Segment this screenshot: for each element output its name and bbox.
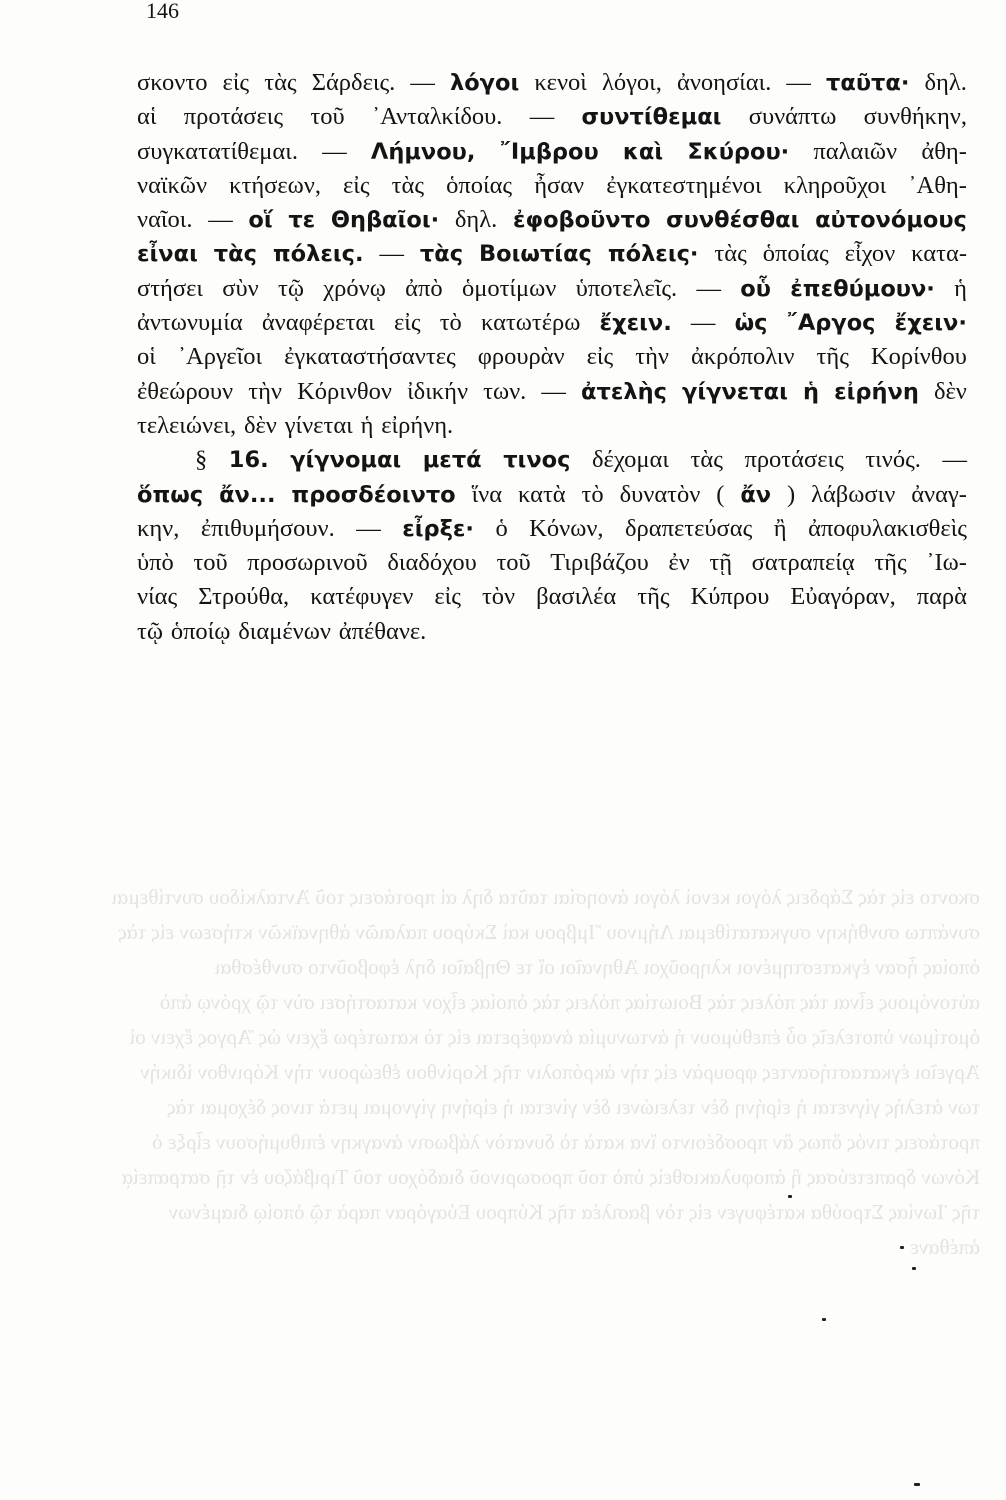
word: προσωρινοῦ [247,549,368,577]
word: χρόνῳ [323,274,386,302]
word: — [690,309,716,337]
bold-term: ἀτελὴς [581,378,667,405]
word: — [696,274,721,302]
word: ἢ [773,514,787,542]
word: ἀντωνυμία [137,309,243,337]
word: οἱ [137,343,156,371]
word: τῆς [637,583,670,611]
speck [912,1267,916,1270]
word: τὰς [714,240,747,268]
word: κτήσεων, [229,171,321,199]
word: εἰς [393,309,421,337]
text-line [137,615,967,649]
bold-term: προσδέοιντο [291,481,456,508]
text-line [137,512,967,546]
bold-term: τὰς [213,241,257,268]
word: ἦσαν [534,171,585,199]
word: ὁμοτίμων [461,274,557,302]
word: εἰς [222,69,250,96]
bold-term: αὐτονόμους [815,207,967,234]
text-line [137,546,967,580]
word: τὴν [248,377,282,405]
word: τὸν [481,583,516,611]
word: λόγοι, [601,69,662,96]
word: ἀκρόπολιν [690,343,795,371]
word: — [410,69,435,96]
word: ἵνα [471,480,503,508]
speck [822,1318,826,1321]
word: κατωτέρω [480,309,581,337]
word: τὸ [581,480,604,508]
bold-term: ταῦτα· [826,70,910,96]
word: Σάρδεις. [311,69,396,96]
word: βασιλέα [536,583,617,611]
bleed-through-shadow: σκοντο εἰς τὰς Σάρδεις λόγοι κενοὶ λόγοι ἀνοησίαι ταῦτα δηλ αἱ προτάσεις τοῦ Ἀνταλκίδου συντίθεμαι συνάπτω συνθήκην συγκατατίθεμαι Λήμνου Ἴμβρου καὶ Σκύρου παλαιῶν ἀθηναϊκῶν κτήσεων εἰς τὰς ὁποίας ἦσαν ἐγκατεστημένοι κληροῦχοι Ἀθηναῖοι οἵ τε Θηβαῖοι δηλ ἐφοβοῦντο συνθέσθαι αὐτονόμους εἶναι τὰς πόλεις τὰς Βοιωτίας πόλεις τὰς ὁποίας εἶχον καταστήσει σὺν τῷ χρόνῳ ἀπὸ ὁμοτίμων ὑποτελεῖς οὗ ἐπεθύμουν ἡ ἀντωνυμία ἀναφέρεται εἰς τὸ κατωτέρω ἔχειν ὡς Ἄργος ἔχειν οἱ Ἀργεῖοι ἐγκαταστήσαντες φρουρὰν εἰς τὴν ἀκρόπολιν τῆς Κορίνθου ἐθεώρουν τὴν Κόρινθον ἰδικήν των ἀτελὴς γίγνεται ἡ εἰρήνη δὲν τελειώνει δὲν γίνεται ἡ εἰρήνη γίγνομαι μετά τινος δέχομαι τὰς προτάσεις τινός ὅπως ἂν προσδέοιντο ἵνα κατὰ τὸ δυνατὸν λάβωσιν ἀναγκην ἐπιθυμήσουν εἶρξε ὁ Κόνων δραπετεύσας ἢ ἀποφυλακισθεὶς ὑπὸ τοῦ προσωρινοῦ διαδόχου τοῦ Τιριβάζου ἐν τῇ σατραπείᾳ τῆς Ἰωνίας Στρούθα κατέφυγεν εἰς τὸν βασιλέα τῆς Κύπρου Εὐαγόραν παρὰ τῷ ὁποίῳ διαμένων ἀπέθανε [111,885,980,1259]
text-line [137,203,967,237]
word: τὰς [264,69,297,96]
word: τελειώνει, [137,411,237,439]
word: δέχομαι [591,446,669,474]
word: ὁ [495,514,508,542]
bold-term: εἰρήνη [834,378,919,405]
bold-term: ἄν [740,481,772,508]
word: ναϊκῶν [137,171,208,199]
word: σατραπείᾳ [751,549,855,577]
word: τινός. [865,446,921,474]
text-line [137,443,967,477]
word: παλαιῶν [813,137,898,165]
bold-term: τὰς [419,241,464,268]
word: Εὐαγόραν, [790,583,896,611]
word: συγκατατίθεμαι. [137,137,298,165]
word: δυνατὸν [619,480,701,508]
bold-term: εἶναι [137,241,198,268]
word: αἱ [137,103,157,131]
bold-term: μετά [422,447,482,474]
word: ὁποίας [446,171,513,199]
speck [788,1195,792,1198]
bold-term: πόλεις· [607,241,699,268]
word: κατα- [911,240,967,268]
word: ἐν [668,549,690,577]
bold-term: τε [288,207,316,234]
word: ἀθη- [921,137,967,165]
word: ὁποίῳ [170,617,231,645]
bold-term: συντίθεμαι [581,104,722,131]
word: ( [716,480,725,508]
word: στήσει [137,274,203,302]
bold-term: ῎Ιμβρου [499,138,599,165]
text-line [137,580,967,614]
bold-term: ἔχειν. [599,310,672,337]
word: — [942,446,967,474]
word: ἰδικήν [407,377,469,405]
bold-term: γίγνομαι [290,447,402,474]
bold-term: ῎Αργος [786,310,876,337]
bold-term: καὶ [622,138,664,165]
word: ἡ [360,411,374,439]
word: Κορίνθου [870,343,967,371]
text-line [137,66,967,100]
word: διαμένων [238,617,331,645]
text-line [137,237,967,271]
bold-term: ἐπεθύμουν· [790,275,935,302]
word: νίας [137,583,178,611]
word: ἐθεώρουν [137,377,234,405]
text-line [137,340,967,374]
bold-term: εἶρξε· [402,515,474,542]
text-line [137,409,967,443]
word: ἀναφέρεται [261,309,375,337]
bold-term: ὅπως [137,481,204,508]
word: § [195,446,208,474]
word: συνθήκην, [863,103,967,131]
word: — [379,240,404,268]
text-line [137,375,967,409]
word: εἰρήνη. [381,411,454,439]
text-line [137,478,967,512]
word: κενοὶ [534,69,587,96]
bold-term: Θηβαῖοι· [330,207,440,234]
word: δηλ. [924,69,967,96]
word: δὲν [933,377,967,405]
word: των. [483,377,527,405]
word: εἰς [586,343,614,371]
word: κληροῦχοι [783,171,887,199]
word: Τιριβάζου [550,549,649,577]
word: λάβωσιν [811,480,896,508]
text-line [137,100,967,134]
word: τῷ [278,274,304,302]
word: ἡ [954,274,967,302]
bold-term: συνθέσθαι [666,207,800,234]
bold-term: ἔχειν· [894,310,967,337]
word: ἐγκατεστημένοι [606,171,762,199]
bold-term: οἵ [248,207,273,234]
word: — [322,137,347,165]
word: τῇ [709,549,733,577]
word: τὸ [439,309,462,337]
word: δηλ. [454,206,498,234]
word: ἀπὸ [405,274,443,302]
word: — [208,206,233,234]
word: — [356,514,381,542]
bold-term: οὗ [740,275,771,302]
word: Κόνων, [529,514,604,542]
word: προτάσεις [744,446,844,474]
word: σὺν [222,274,259,302]
word: ἐπιθυμήσουν. [200,514,335,542]
word: τῆς [874,549,907,577]
word: σκοντο [137,69,208,96]
word: ὑποτελεῖς. [575,274,678,302]
bold-term: ἡ [802,378,820,405]
word: κην, [137,514,180,542]
body-text [137,66,967,649]
word: τῷ [137,617,163,645]
bold-term: ὡς [734,310,768,337]
word: δραπετεύσας [625,514,753,542]
word: ᾿Ιω- [926,549,967,577]
bold-term: 16. [228,447,269,474]
word: ἀνοησίαι. [677,69,772,96]
word: ἀναγ- [911,480,967,508]
word: προτάσεις [183,103,284,131]
word: γίνεται [284,411,353,439]
word: τοῦ [193,549,228,577]
bold-term: ἄν... [219,481,276,508]
word: συνάπτω [748,103,837,131]
word: — [541,377,566,405]
word: εἶχον [844,240,896,268]
word: — [529,103,555,131]
word: ᾿Αργεῖοι [177,343,263,371]
word: εἰς [343,171,370,199]
speck [900,1246,904,1249]
word: ἀπέθανε. [338,617,427,645]
word: τὰς [391,171,425,199]
speck [914,1483,920,1486]
word: ὁποίας [762,240,829,268]
word: ὑπὸ [137,549,174,577]
bold-term: Λήμνου, [370,138,476,165]
word: εἰς [434,583,461,611]
word: ἀποφυλακισθεὶς [808,514,967,542]
word: Στρούθα, [198,583,290,611]
bold-term: πόλεις. [272,241,364,268]
bold-term: ἐφοβοῦντο [512,207,651,234]
page-number: 146 [146,0,179,23]
word: τὴν [635,343,669,371]
word: φρουρὰν [477,343,565,371]
text-line [137,306,967,340]
word: ᾿Ανταλκίδου. [371,103,503,131]
bold-term: γίγνεται [682,378,788,405]
word: παρὰ [916,583,967,611]
word: τὰς [690,446,723,474]
word: τοῦ [496,549,531,577]
text-line [137,272,967,306]
bold-term: λόγοι [449,70,520,96]
word: δὲν [243,411,277,439]
text-line [137,135,967,169]
bold-term: τινος [503,447,571,474]
word: — [786,69,811,96]
bold-term: Σκύρου· [687,138,790,165]
text-line [137,169,967,203]
word: ναῖοι. [137,206,193,234]
word: τοῦ [310,103,345,131]
word: κατὰ [517,480,566,508]
word: ἐγκαταστήσαντες [284,343,456,371]
word: Κύπρου [690,583,770,611]
word: κατέφυγεν [310,583,414,611]
word: τῆς [816,343,849,371]
bold-term: Βοιωτίας [479,241,592,268]
word: Κόρινθον [297,377,392,405]
word: διαδόχου [387,549,477,577]
word: ) [787,480,796,508]
word: ᾿Αθη- [908,171,967,199]
